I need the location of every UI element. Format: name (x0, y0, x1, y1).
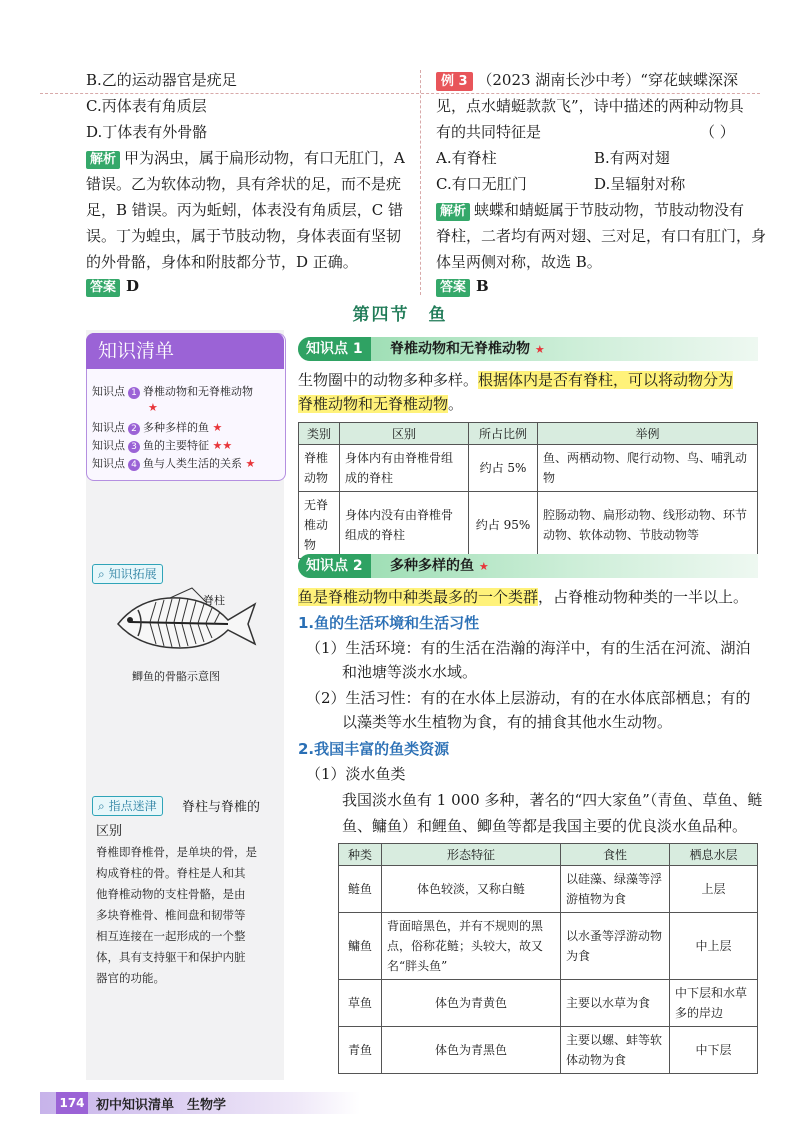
table-row: 鲢鱼 体色较淡，又称白鲢 以硅藻、绿藻等浮游植物为食 上层 (339, 866, 758, 913)
example-line-1: 例 3 （2023 湖南长沙中考）“穿花蛱蝶深深 (436, 70, 738, 91)
kp-list-item-3: 知识点 3 鱼的主要特征 ★★ (92, 439, 233, 452)
kp1-table: 类别 区别 所占比例 举例 脊椎动物 身体内有由脊椎骨组成的脊柱 约占 5% 鱼、两栖动物、爬行动物、鸟、哺乳动物 无脊椎动物 身体内没有由脊椎骨组成的脊柱 约占 95% 腔肠动物、扁形动物、线形动物、环节动物、软体动物、节肢动物等 (298, 422, 758, 559)
kp2-p3-a: 我国淡水鱼有 1 000 多种，著名的“四大家鱼”（青鱼、草鱼、鲢 (342, 791, 763, 809)
analysis-line-5: 的外骨骼，身体和附肢都分节，D 正确。 (86, 253, 358, 271)
fish-skeleton-illustration (110, 586, 260, 656)
table-row: 草鱼 体色为青黄色 主要以水草为食 中下层和水草多的岸边 (339, 980, 758, 1027)
option-d-right: D.呈辐射对称 (594, 175, 686, 193)
magnifier-icon: ⌕ (98, 567, 105, 581)
kp2-p3-b: 鱼、鳙鱼）和鲤鱼、鲫鱼等都是我国主要的优良淡水鱼品种。 (342, 817, 748, 835)
analysis-line-1: 解析 甲为涡虫，属于扁形动物，有口无肛门，A (86, 148, 405, 169)
analysis-line-3: 足，B 错误。丙为蚯蚓，体表没有角质层，C 错 (86, 201, 404, 219)
footer-title: 初中知识清单 生物学 (96, 1098, 227, 1113)
tips-tag: ⌕ 指点迷津 (92, 796, 163, 816)
analysis-right-2: 脊柱，二者均有两对翅、三对足，有口有肛门，身 (436, 227, 767, 245)
analysis-tag-right: 解析 (436, 203, 470, 221)
table-row: 无脊椎动物 身体内没有由脊椎骨组成的脊柱 约占 95% 腔肠动物、扁形动物、线形动物、环节动物、软体动物、节肢动物等 (299, 492, 758, 559)
column-divider (420, 70, 421, 295)
answer-line (86, 276, 139, 297)
option-c-right: C.有口无肛门 (436, 175, 527, 193)
kp2-intro: 鱼是脊椎动物中种类最多的一个类群，占脊椎动物种类的一半以上。 (298, 588, 749, 606)
kp2-heading-1: 1.鱼的生活环境和生活习性 (298, 614, 480, 632)
kp2-p2-a: （2）生活习性：有的在水体上层游动，有的在水体底部栖息；有的 (306, 689, 751, 707)
option-c: C.丙体表有角质层 (86, 97, 207, 115)
analysis-right-3: 体呈两侧对称，故选 B。 (436, 253, 602, 271)
tips-title-b: 区别 (96, 824, 123, 839)
analysis-tag: 解析 (86, 151, 120, 169)
option-b: B.乙的运动器官是疣足 (86, 71, 237, 89)
divider (40, 93, 760, 94)
kp2-heading-2: 2.我国丰富的鱼类资源 (298, 740, 450, 758)
answer-value-right: B (476, 277, 489, 295)
answer-line-right (436, 276, 489, 297)
fish-table: 种类 形态特征 食性 栖息水层 鲢鱼 体色较淡，又称白鲢 以硅藻、绿藻等浮游植物为食 上层 鳙鱼 背面暗黑色，并有不规则的黑点，俗称花鲢；头较大，故又名“胖头鱼” 以水蚤等浮游动物为食 中上层 草鱼 体色为青黄色 主要以水草为食 中下层和水草多的岸边 青鱼 体色为青黑色 主要以螺、蚌等软体动物为食 中下层 (338, 843, 758, 1074)
kp2-sub1: （1）淡水鱼类 (306, 765, 406, 783)
table-row: 青鱼 体色为青黑色 主要以螺、蚌等软体动物为食 中下层 (339, 1027, 758, 1074)
kp1-text-line-2: 脊椎动物和无脊椎动物。 (298, 395, 464, 413)
kp1-title: 脊椎动物和无脊椎动物 ★ (390, 341, 545, 357)
answer-paren: （ ） (700, 123, 735, 141)
table-row: 脊椎动物 身体内有由脊椎骨组成的脊柱 约占 5% 鱼、两栖动物、爬行动物、鸟、哺乳动物 (299, 445, 758, 492)
analysis-line-4: 误。丁为蝗虫，属于节肢动物，身体表面有坚韧 (86, 227, 402, 245)
section-title: 第四节 鱼 (352, 305, 448, 325)
example-line-2: 见，点水蜻蜓款款飞”，诗中描述的两种动物具 (436, 97, 744, 115)
example-tag: 例 3 (436, 72, 473, 91)
answer-tag-right: 答案 (436, 279, 470, 297)
kp2-p1-b: 和池塘等淡水水域。 (342, 663, 478, 681)
knowledge-list-title: 知识清单 (86, 333, 284, 369)
tips-body: 脊椎即脊椎骨，是单块的骨，是 构成脊柱的骨。脊柱是人和其 他脊椎动物的支柱骨骼，是由 多块脊椎骨、椎间盘和韧带等 相互连接在一起形成的一个整 体，具有支持躯干和保护内脏 器官的功能。 (96, 845, 257, 985)
kp2-p1-a: （1）生活环境：有的生活在浩瀚的海洋中，有的生活在河流、湖泊 (306, 639, 751, 657)
magnifier-icon: ⌕ (98, 799, 105, 813)
knowledge-expand-tag: ⌕ 知识拓展 (92, 564, 163, 584)
kp-list-item-1-star: ★ (148, 401, 158, 414)
answer-tag: 答案 (86, 279, 120, 297)
table-row: 鳙鱼 背面暗黑色，并有不规则的黑点，俗称花鲢；头较大，故又名“胖头鱼” 以水蚤等浮游动物为食 中上层 (339, 913, 758, 980)
kp1-tag: 知识点 1 (298, 337, 371, 361)
spine-label: 脊柱 (203, 594, 225, 607)
kp-list-item-1: 知识点 1 脊椎动物和无脊椎动物 (92, 385, 253, 398)
kp-list-item-4: 知识点 4 鱼与人类生活的关系 ★ (92, 457, 256, 470)
answer-value: D (126, 277, 140, 295)
kp2-p2-b: 以藻类等水生植物为食，有的捕食其他水生动物。 (342, 713, 673, 731)
page-number: 174 (56, 1092, 88, 1114)
option-b-right: B.有两对翅 (594, 149, 670, 167)
example-line-3: 有的共同特征是 (436, 123, 542, 141)
analysis-line-2: 错误。乙为软体动物，具有斧状的足，而不是疣 (86, 175, 402, 193)
analysis-right-1: 解析 蛱蝶和蜻蜓属于节肢动物，节肢动物没有 (436, 200, 744, 221)
option-d: D.丁体表有外骨骼 (86, 123, 208, 141)
kp1-text-line-1: 生物圈中的动物多种多样。根据体内是否有脊柱，可以将动物分为 (298, 371, 734, 389)
kp-list-item-2: 知识点 2 多种多样的鱼 ★ (92, 421, 223, 434)
kp2-title: 多种多样的鱼 ★ (390, 558, 489, 574)
kp2-tag: 知识点 2 (298, 554, 371, 578)
tips-title-a: 脊柱与脊椎的 (182, 800, 261, 815)
fish-caption: 鲫鱼的骨骼示意图 (132, 670, 220, 683)
option-a: A.有脊柱 (436, 149, 497, 167)
